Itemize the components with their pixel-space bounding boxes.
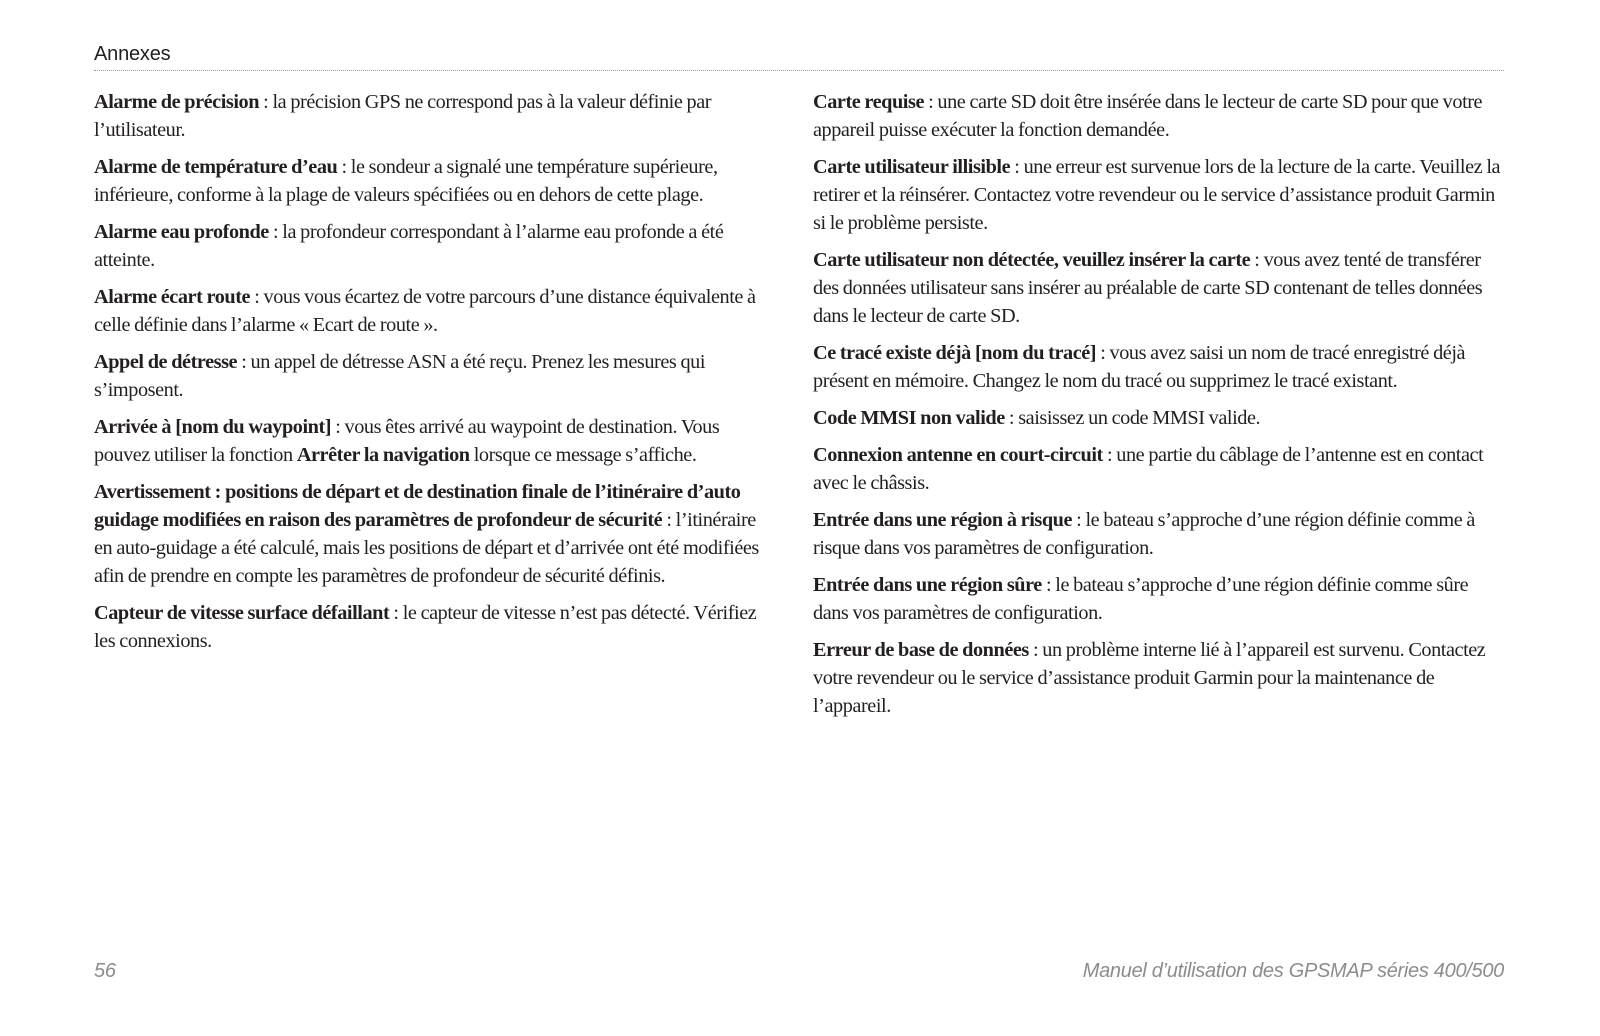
entry-text: : la précision GPS ne correspond pas à la valeur définie par l’utilisateur. bbox=[94, 91, 712, 141]
glossary-entry bbox=[94, 348, 774, 404]
entry-term: Appel de détresse bbox=[94, 351, 238, 373]
glossary-entry bbox=[813, 246, 1503, 330]
entry-term: Code MMSI non valide bbox=[813, 407, 1005, 429]
glossary-entry bbox=[94, 478, 774, 590]
glossary-entry bbox=[94, 218, 774, 274]
glossary-entry bbox=[94, 599, 774, 655]
entry-text: : un problème interne lié à l’appareil est survenu. Contactez votre revendeur ou le service d’assistance produit Garmin pour la maintenance de l’appareil. bbox=[813, 639, 1486, 717]
glossary-entry bbox=[813, 339, 1503, 395]
entry-term: Carte requise bbox=[813, 91, 924, 113]
glossary-entry bbox=[94, 413, 774, 469]
entry-term: Arrivée à [nom du waypoint] bbox=[94, 416, 332, 438]
entry-term: Erreur de base de données bbox=[813, 639, 1029, 661]
entry-text: : vous vous écartez de votre parcours d’une distance équivalente à celle définie dans l’alarme « Ecart de route ». bbox=[94, 286, 756, 336]
glossary-entry bbox=[813, 404, 1503, 432]
entry-text: lorsque ce message s’affiche. bbox=[469, 444, 697, 466]
entry-text: : une erreur est survenue lors de la lecture de la carte. Veuillez la retirer et la réinsérer. Contactez votre revendeur ou le service d’assistance produit Garmin si le problème persiste. bbox=[813, 156, 1501, 234]
page-header bbox=[94, 43, 1504, 71]
entry-term: Avertissement : positions de départ et de destination finale de l’itinéraire d’auto guidage modifiées en raison des paramètres de profondeur de sécurité bbox=[94, 481, 741, 531]
entry-text: : le sondeur a signalé une température supérieure, inférieure, conforme à la plage de valeurs spécifiées ou en dehors de cette plage. bbox=[94, 156, 718, 206]
entry-text: : une carte SD doit être insérée dans le lecteur de carte SD pour que votre appareil puisse exécuter la fonction demandée. bbox=[813, 91, 1483, 141]
entry-term: Alarme eau profonde bbox=[94, 221, 269, 243]
glossary-entry bbox=[813, 153, 1503, 237]
glossary-entry bbox=[813, 506, 1503, 562]
entry-text: : le bateau s’approche d’une région définie comme sûre dans vos paramètres de configuration. bbox=[813, 574, 1469, 624]
glossary-entry bbox=[813, 636, 1503, 720]
section-title: Annexes bbox=[94, 43, 171, 65]
glossary-entry bbox=[94, 88, 774, 144]
entry-inline-term: Arrêter la navigation bbox=[296, 444, 470, 466]
entry-text: : vous avez saisi un nom de tracé enregistré déjà présent en mémoire. Changez le nom du tracé ou supprimez le tracé existant. bbox=[813, 342, 1466, 392]
glossary-entry bbox=[813, 571, 1503, 627]
entry-text: : un appel de détresse ASN a été reçu. Prenez les mesures qui s’imposent. bbox=[94, 351, 706, 401]
entry-text: : saisissez un code MMSI valide. bbox=[1004, 407, 1261, 429]
entry-term: Carte utilisateur illisible bbox=[813, 156, 1011, 178]
right-column bbox=[813, 88, 1503, 729]
glossary-entry bbox=[94, 153, 774, 209]
entry-text: : vous êtes arrivé au waypoint de destination. Vous pouvez utiliser la fonction bbox=[94, 416, 720, 466]
entry-text: : l’itinéraire en auto-guidage a été calculé, mais les positions de départ et d’arrivée ont été modifiées afin de prendre en compte les paramètres de profondeur de sécurité définis. bbox=[94, 509, 759, 587]
left-column bbox=[94, 88, 774, 664]
glossary-entry bbox=[813, 441, 1503, 497]
entry-text: : le capteur de vitesse n’est pas détecté. Vérifiez les connexions. bbox=[94, 602, 757, 652]
entry-text: : la profondeur correspondant à l’alarme eau profonde a été atteinte. bbox=[94, 221, 724, 271]
entry-term: Connexion antenne en court-circuit bbox=[813, 444, 1103, 466]
entry-term: Alarme écart route bbox=[94, 286, 251, 308]
entry-text: : le bateau s’approche d’une région définie comme à risque dans vos paramètres de configuration. bbox=[813, 509, 1475, 559]
entry-term: Ce tracé existe déjà [nom du tracé] bbox=[813, 342, 1097, 364]
entry-term: Alarme de température d’eau bbox=[94, 156, 338, 178]
entry-text: : vous avez tenté de transférer des données utilisateur sans insérer au préalable de carte SD contenant de telles données dans le lecteur de carte SD. bbox=[813, 249, 1483, 327]
entry-term: Entrée dans une région à risque bbox=[813, 509, 1073, 531]
manual-title: Manuel d’utilisation des GPSMAP séries 400/500 bbox=[1082, 960, 1504, 982]
page-number: 56 bbox=[94, 960, 116, 982]
entry-text: : une partie du câblage de l’antenne est en contact avec le châssis. bbox=[813, 444, 1484, 494]
glossary-entry bbox=[813, 88, 1503, 144]
glossary-entry bbox=[94, 283, 774, 339]
entry-term: Capteur de vitesse surface défaillant bbox=[94, 602, 390, 624]
entry-term: Alarme de précision bbox=[94, 91, 260, 113]
entry-term: Entrée dans une région sûre bbox=[813, 574, 1042, 596]
entry-term: Carte utilisateur non détectée, veuillez insérer la carte bbox=[813, 249, 1251, 271]
